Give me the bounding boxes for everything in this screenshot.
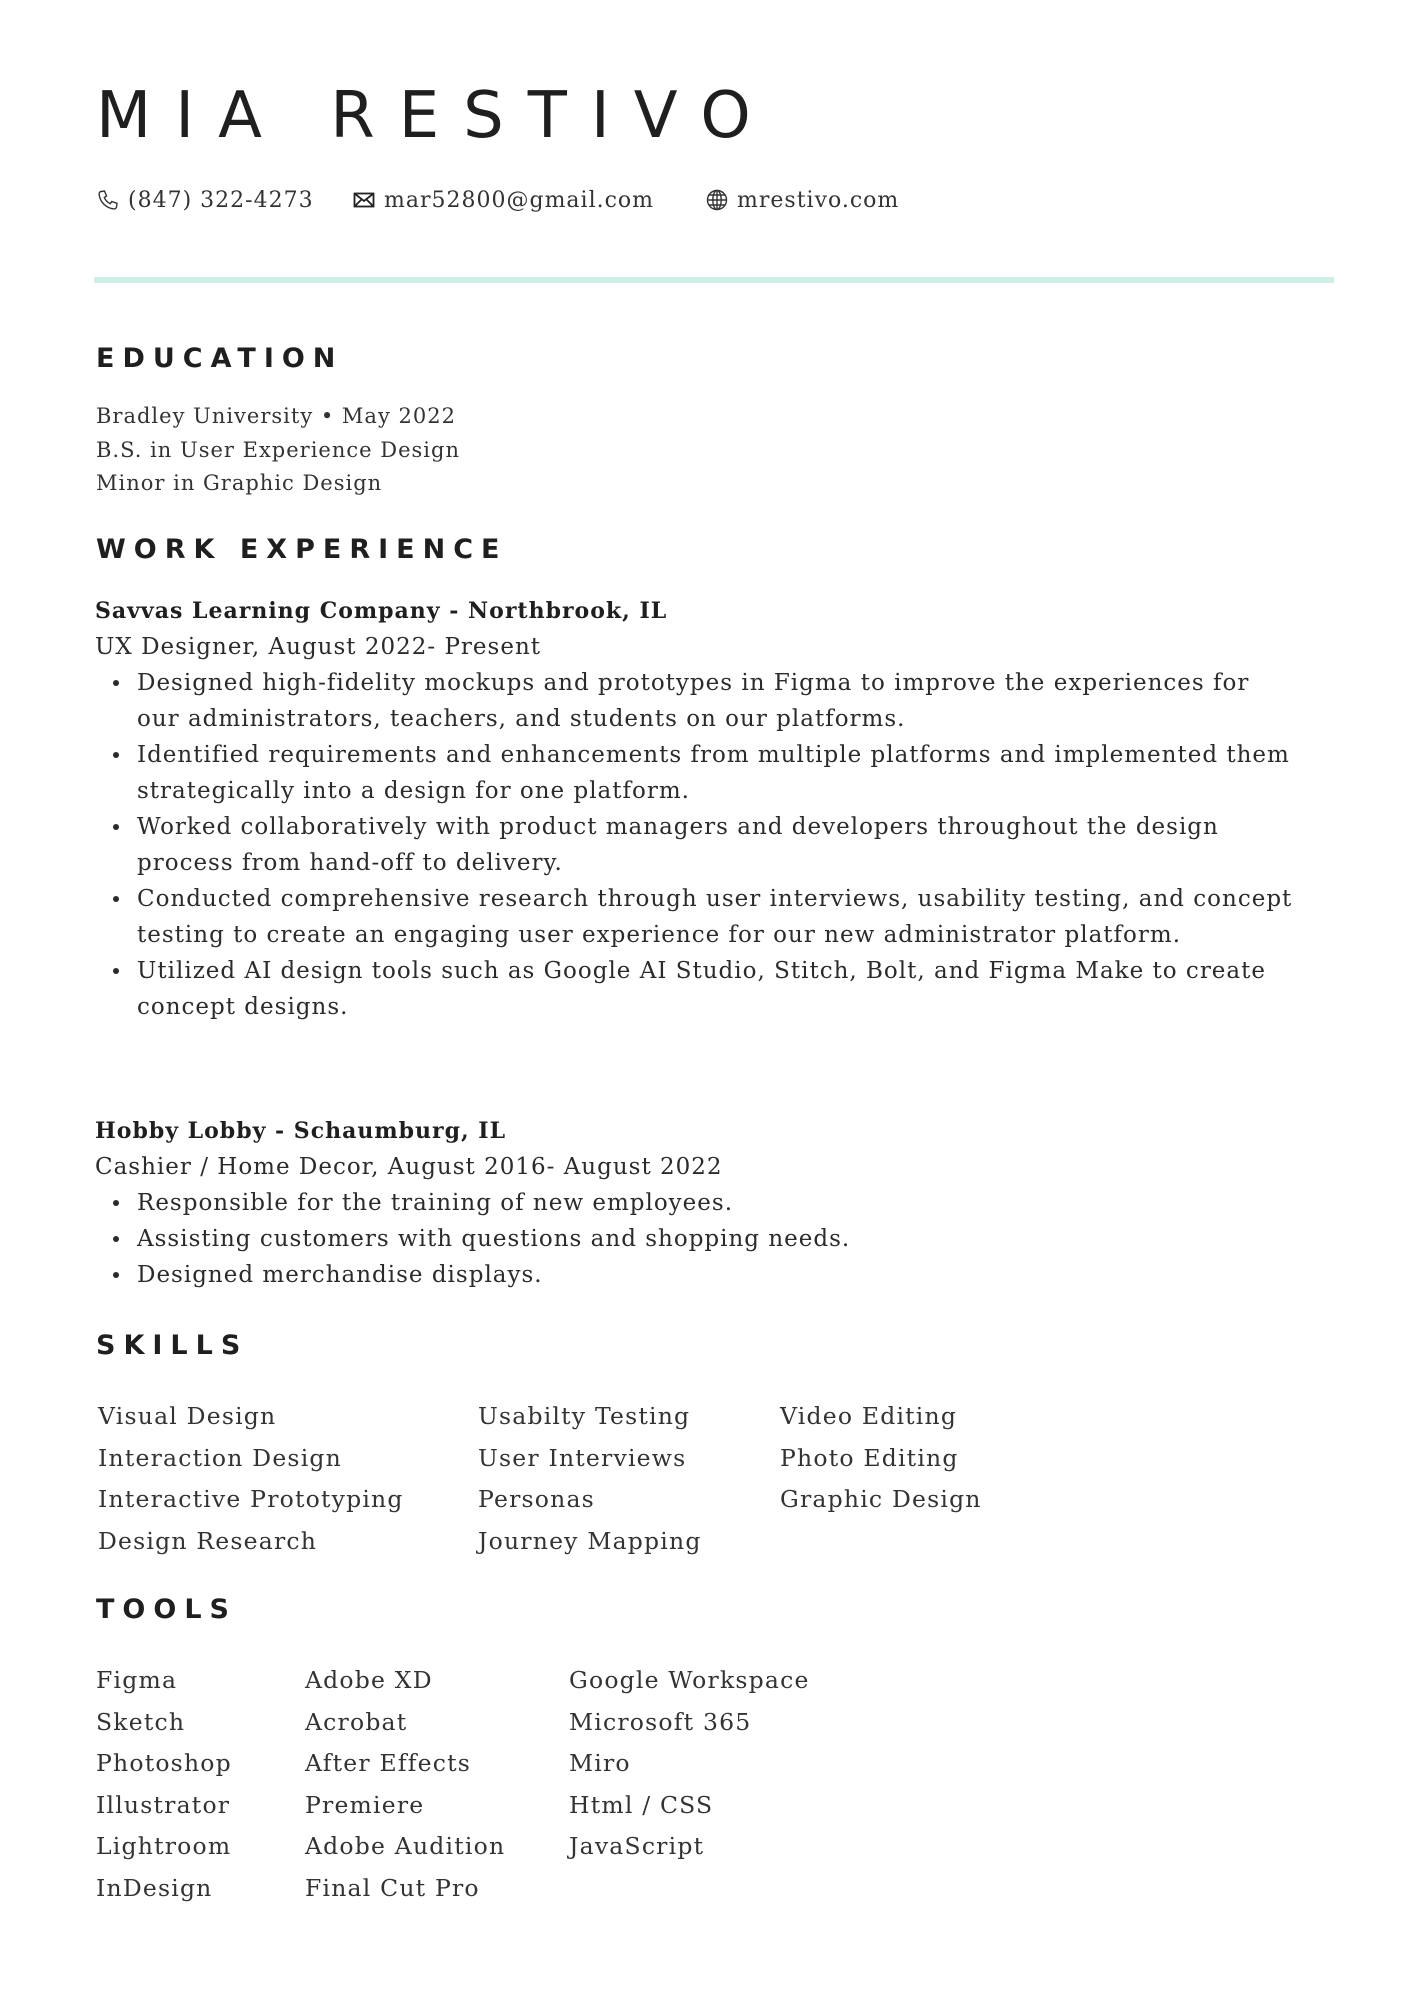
education-section	[96, 400, 460, 501]
contact-email	[352, 185, 654, 215]
job-role: Cashier / Home Decor, August 2016- August 2022	[95, 1154, 723, 1180]
skills-column	[780, 1396, 982, 1521]
tool-item: Sketch	[96, 1707, 186, 1736]
tool-item: Miro	[569, 1749, 631, 1777]
header-divider	[94, 277, 1334, 283]
skill-item: Design Research	[98, 1526, 318, 1555]
tools-heading: TOOLS	[96, 1594, 237, 1625]
tool-item: Google Workspace	[569, 1666, 810, 1694]
tool-item: Figma	[96, 1666, 178, 1694]
job-bullet	[137, 953, 1295, 1025]
job-bullet-text: Identified requirements and enhancements from multiple platforms and implemented them strategically into a design for one platform.	[137, 742, 1290, 804]
job-bullet-text: Conducted comprehensive research through user interviews, usability testing, and concept testing to create an engaging user experience for our new administrator platform.	[137, 886, 1293, 948]
job-bullet	[137, 737, 1295, 809]
contact-website	[705, 185, 899, 215]
job-company: Savvas Learning Company - Northbrook, IL	[95, 598, 668, 624]
candidate-name: MIA RESTIVO	[96, 79, 775, 153]
tool-item: Lightroom	[96, 1832, 232, 1860]
job-bullet-text: Responsible for the training of new employees.	[137, 1190, 734, 1216]
job-entry	[95, 1113, 1295, 1293]
job-bullet-text: Worked collaboratively with product managers and developers throughout the design process from hand-off to delivery.	[137, 814, 1219, 876]
contact-phone	[96, 185, 314, 215]
job-company: Hobby Lobby - Schaumburg, IL	[95, 1118, 507, 1144]
skills-column	[98, 1396, 404, 1562]
tool-item: Premiere	[305, 1790, 425, 1819]
skill-item: Interactive Prototyping	[98, 1485, 404, 1513]
job-bullet	[137, 665, 1295, 737]
job-bullet-text: Utilized AI design tools such as Google AI Studio, Stitch, Bolt, and Figma Make to create concept designs.	[137, 958, 1266, 1020]
tool-item: Adobe XD	[305, 1666, 433, 1694]
education-heading: EDUCATION	[96, 343, 344, 374]
skill-item: User Interviews	[478, 1443, 687, 1472]
envelope-icon	[352, 188, 376, 212]
tool-item: Adobe Audition	[305, 1832, 506, 1860]
skills-heading: SKILLS	[96, 1330, 249, 1361]
skill-item: Photo Editing	[780, 1443, 959, 1472]
skill-item: Graphic Design	[780, 1485, 982, 1513]
skills-column	[478, 1396, 702, 1562]
phone-number[interactable]: (847) 322-4273	[128, 187, 314, 213]
job-bullet	[137, 1221, 1295, 1257]
tool-item: Illustrator	[96, 1790, 231, 1819]
tool-item: Acrobat	[305, 1707, 408, 1736]
skill-item: Video Editing	[780, 1402, 958, 1430]
globe-icon	[705, 188, 729, 212]
tool-item: Photoshop	[96, 1749, 232, 1777]
skill-item: Visual Design	[98, 1402, 277, 1430]
tool-item: Html / CSS	[569, 1790, 714, 1819]
job-bullets	[95, 665, 1295, 1025]
job-entry	[95, 593, 1295, 1025]
website-url[interactable]: mrestivo.com	[737, 187, 900, 213]
job-bullet	[137, 809, 1295, 881]
tools-column	[305, 1660, 505, 1909]
job-bullet	[137, 1257, 1295, 1293]
skill-item: Journey Mapping	[478, 1526, 702, 1555]
education-line: B.S. in User Experience Design	[96, 437, 460, 462]
tool-item: Final Cut Pro	[305, 1873, 480, 1902]
tool-item: After Effects	[305, 1749, 472, 1777]
email-address[interactable]: mar52800@gmail.com	[384, 187, 655, 213]
tool-item: JavaScript	[569, 1832, 705, 1860]
phone-icon	[96, 188, 120, 212]
job-bullet	[137, 1185, 1295, 1221]
tools-column	[96, 1660, 232, 1909]
tool-item: InDesign	[96, 1873, 213, 1902]
job-bullet	[137, 881, 1295, 953]
education-line: Minor in Graphic Design	[96, 471, 383, 495]
education-line: Bradley University • May 2022	[96, 404, 456, 428]
tool-item: Microsoft 365	[569, 1707, 752, 1736]
job-bullets	[95, 1185, 1295, 1293]
work-experience-heading: WORK EXPERIENCE	[96, 534, 508, 565]
job-bullet-text: Designed high-fidelity mockups and prototypes in Figma to improve the experiences for our administrators, teachers, and students on our platforms.	[137, 670, 1250, 732]
job-bullet-text: Designed merchandise displays.	[137, 1262, 543, 1288]
job-role: UX Designer, August 2022- Present	[95, 634, 542, 660]
skill-item: Interaction Design	[98, 1443, 342, 1472]
skill-item: Usabilty Testing	[478, 1402, 691, 1430]
job-bullet-text: Assisting customers with questions and shopping needs.	[137, 1226, 851, 1252]
skill-item: Personas	[478, 1485, 595, 1513]
tools-column	[569, 1660, 810, 1868]
